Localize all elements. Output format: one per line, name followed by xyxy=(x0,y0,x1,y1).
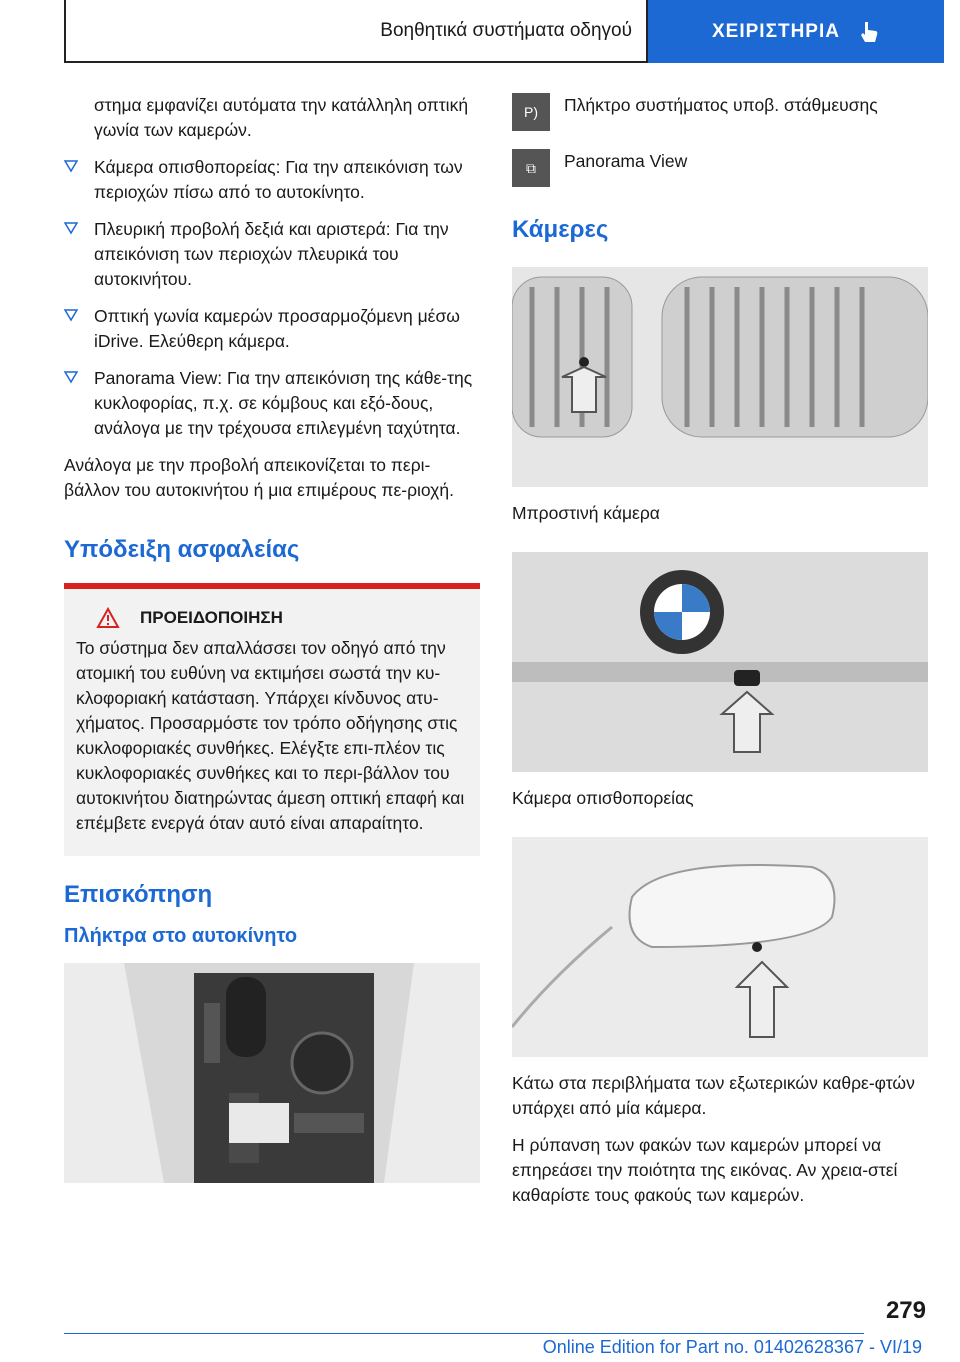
list-item xyxy=(64,304,480,354)
footer-edition: Online Edition for Part no. 01402628367 - VI/19 xyxy=(542,1337,922,1357)
bullet-text: Πλευρική προβολή δεξιά και αριστερά: Για την απεικόνιση των περιοχών πλευρικά του αυτοκινήτου. xyxy=(94,219,449,289)
warning-box xyxy=(64,589,480,856)
header-tab-label: ΧΕΙΡΙΣΤΗΡΙΑ xyxy=(712,20,840,42)
list-item xyxy=(64,217,480,292)
console-keys-image xyxy=(64,963,480,1183)
cleaning-paragraph: Η ρύπανση των φακών των καμερών μπορεί να επηρεάσει την ποιότητα της εικόνας. Αν χρεια-στεί καθαρίστε τους φακούς των καμερών. xyxy=(512,1135,898,1205)
page-number: 279 xyxy=(885,1297,926,1324)
bullet-text: Κάμερα οπισθοπορείας: Για την απεικόνιση των περιοχών πίσω από το αυτοκίνητο. xyxy=(94,157,463,202)
bullet-text: Panorama View: Για την απεικόνιση της κάθε-της κυκλοφορίας, π.χ. σε κόμβους και εξό-δους, ανάλογα με την τρέχουσα επιλεγμένη ταχύτητα. xyxy=(94,368,473,438)
cameras-heading: Κάμερες xyxy=(512,216,609,243)
panorama-view-key-icon[interactable]: ⧉ xyxy=(512,149,550,187)
rear-camera-caption: Κάμερα οπισθοπορείας xyxy=(512,788,694,808)
key-row-panorama xyxy=(512,149,928,187)
keys-heading: Πλήκτρα στο αυτοκίνητο xyxy=(64,925,298,947)
hand-pointer-icon xyxy=(858,20,880,44)
warning-text: Το σύστημα δεν απαλλάσσει τον οδηγό από την ατομική του ευθύνη να εκτιμήσει σωστά την κυ-κλοφοριακή κατάσταση. Υπάρχει κίνδυνος ατυ-χήματος. Προσαρμόστε τον τρόπο οδήγησης στις κυκλοφοριακές συνθήκες. Ελέγξτε επι-πλέον τις κυκλοφοριακές συνθήκες και το περι-βάλλον του αυτοκινήτου διατηρώντας άμεση οπτική επαφή και επέμβετε ενεργά όταν αυτό είναι απαραίτητο. xyxy=(76,638,465,833)
front-camera-image xyxy=(512,267,928,487)
right-column xyxy=(512,93,928,1208)
bullet-text: Οπτική γωνία καμερών προσαρμοζόμενη μέσω iDrive. Ελεύθερη κάμερα. xyxy=(94,306,460,351)
mirror-camera-caption: Κάτω στα περιβλήματα των εξωτερικών καθρε-φτών υπάρχει από μία κάμερα. xyxy=(512,1073,915,1118)
rear-emblem-illustration xyxy=(512,552,928,772)
park-assist-key-icon[interactable]: P) xyxy=(512,93,550,131)
rear-camera-image xyxy=(512,552,928,772)
key-row-park-assist xyxy=(512,93,928,131)
warning-title-row xyxy=(76,605,466,630)
overview-heading: Επισκόπηση xyxy=(64,881,213,908)
kidney-grille-illustration xyxy=(512,267,928,487)
intro-text: στημα εμφανίζει αυτόματα την κατάλληλη οπτική γωνία των καμερών. xyxy=(94,95,469,140)
header-section-box xyxy=(64,0,648,63)
footer-rule xyxy=(64,1333,864,1334)
triangle-bullet-icon xyxy=(64,370,78,384)
side-mirror-illustration xyxy=(512,837,928,1057)
center-console-illustration xyxy=(64,963,480,1183)
triangle-bullet-icon xyxy=(64,221,78,235)
warning-triangle-icon xyxy=(96,607,120,629)
header-section-title: Βοηθητικά συστήματα οδηγού xyxy=(380,19,632,41)
list-item xyxy=(64,155,480,205)
left-column xyxy=(64,93,480,1183)
triangle-bullet-icon xyxy=(64,159,78,173)
warning-title: ΠΡΟΕΙΔΟΠΟΙΗΣΗ xyxy=(140,608,283,627)
mirror-camera-image xyxy=(512,837,928,1057)
body-paragraph: Ανάλογα με την προβολή απεικονίζεται το περι-βάλλον του αυτοκινήτου ή μια επιμέρους πε-ριοχή. xyxy=(64,455,454,500)
triangle-bullet-icon xyxy=(64,308,78,322)
key-label: Panorama View xyxy=(564,151,688,171)
safety-heading: Υπόδειξη ασφαλείας xyxy=(64,536,300,563)
header-tab-controls[interactable] xyxy=(648,0,944,63)
list-item xyxy=(64,366,480,441)
key-label: Πλήκτρο συστήματος υποβ. στάθμευσης xyxy=(564,95,878,115)
front-camera-caption: Μπροστινή κάμερα xyxy=(512,503,660,523)
